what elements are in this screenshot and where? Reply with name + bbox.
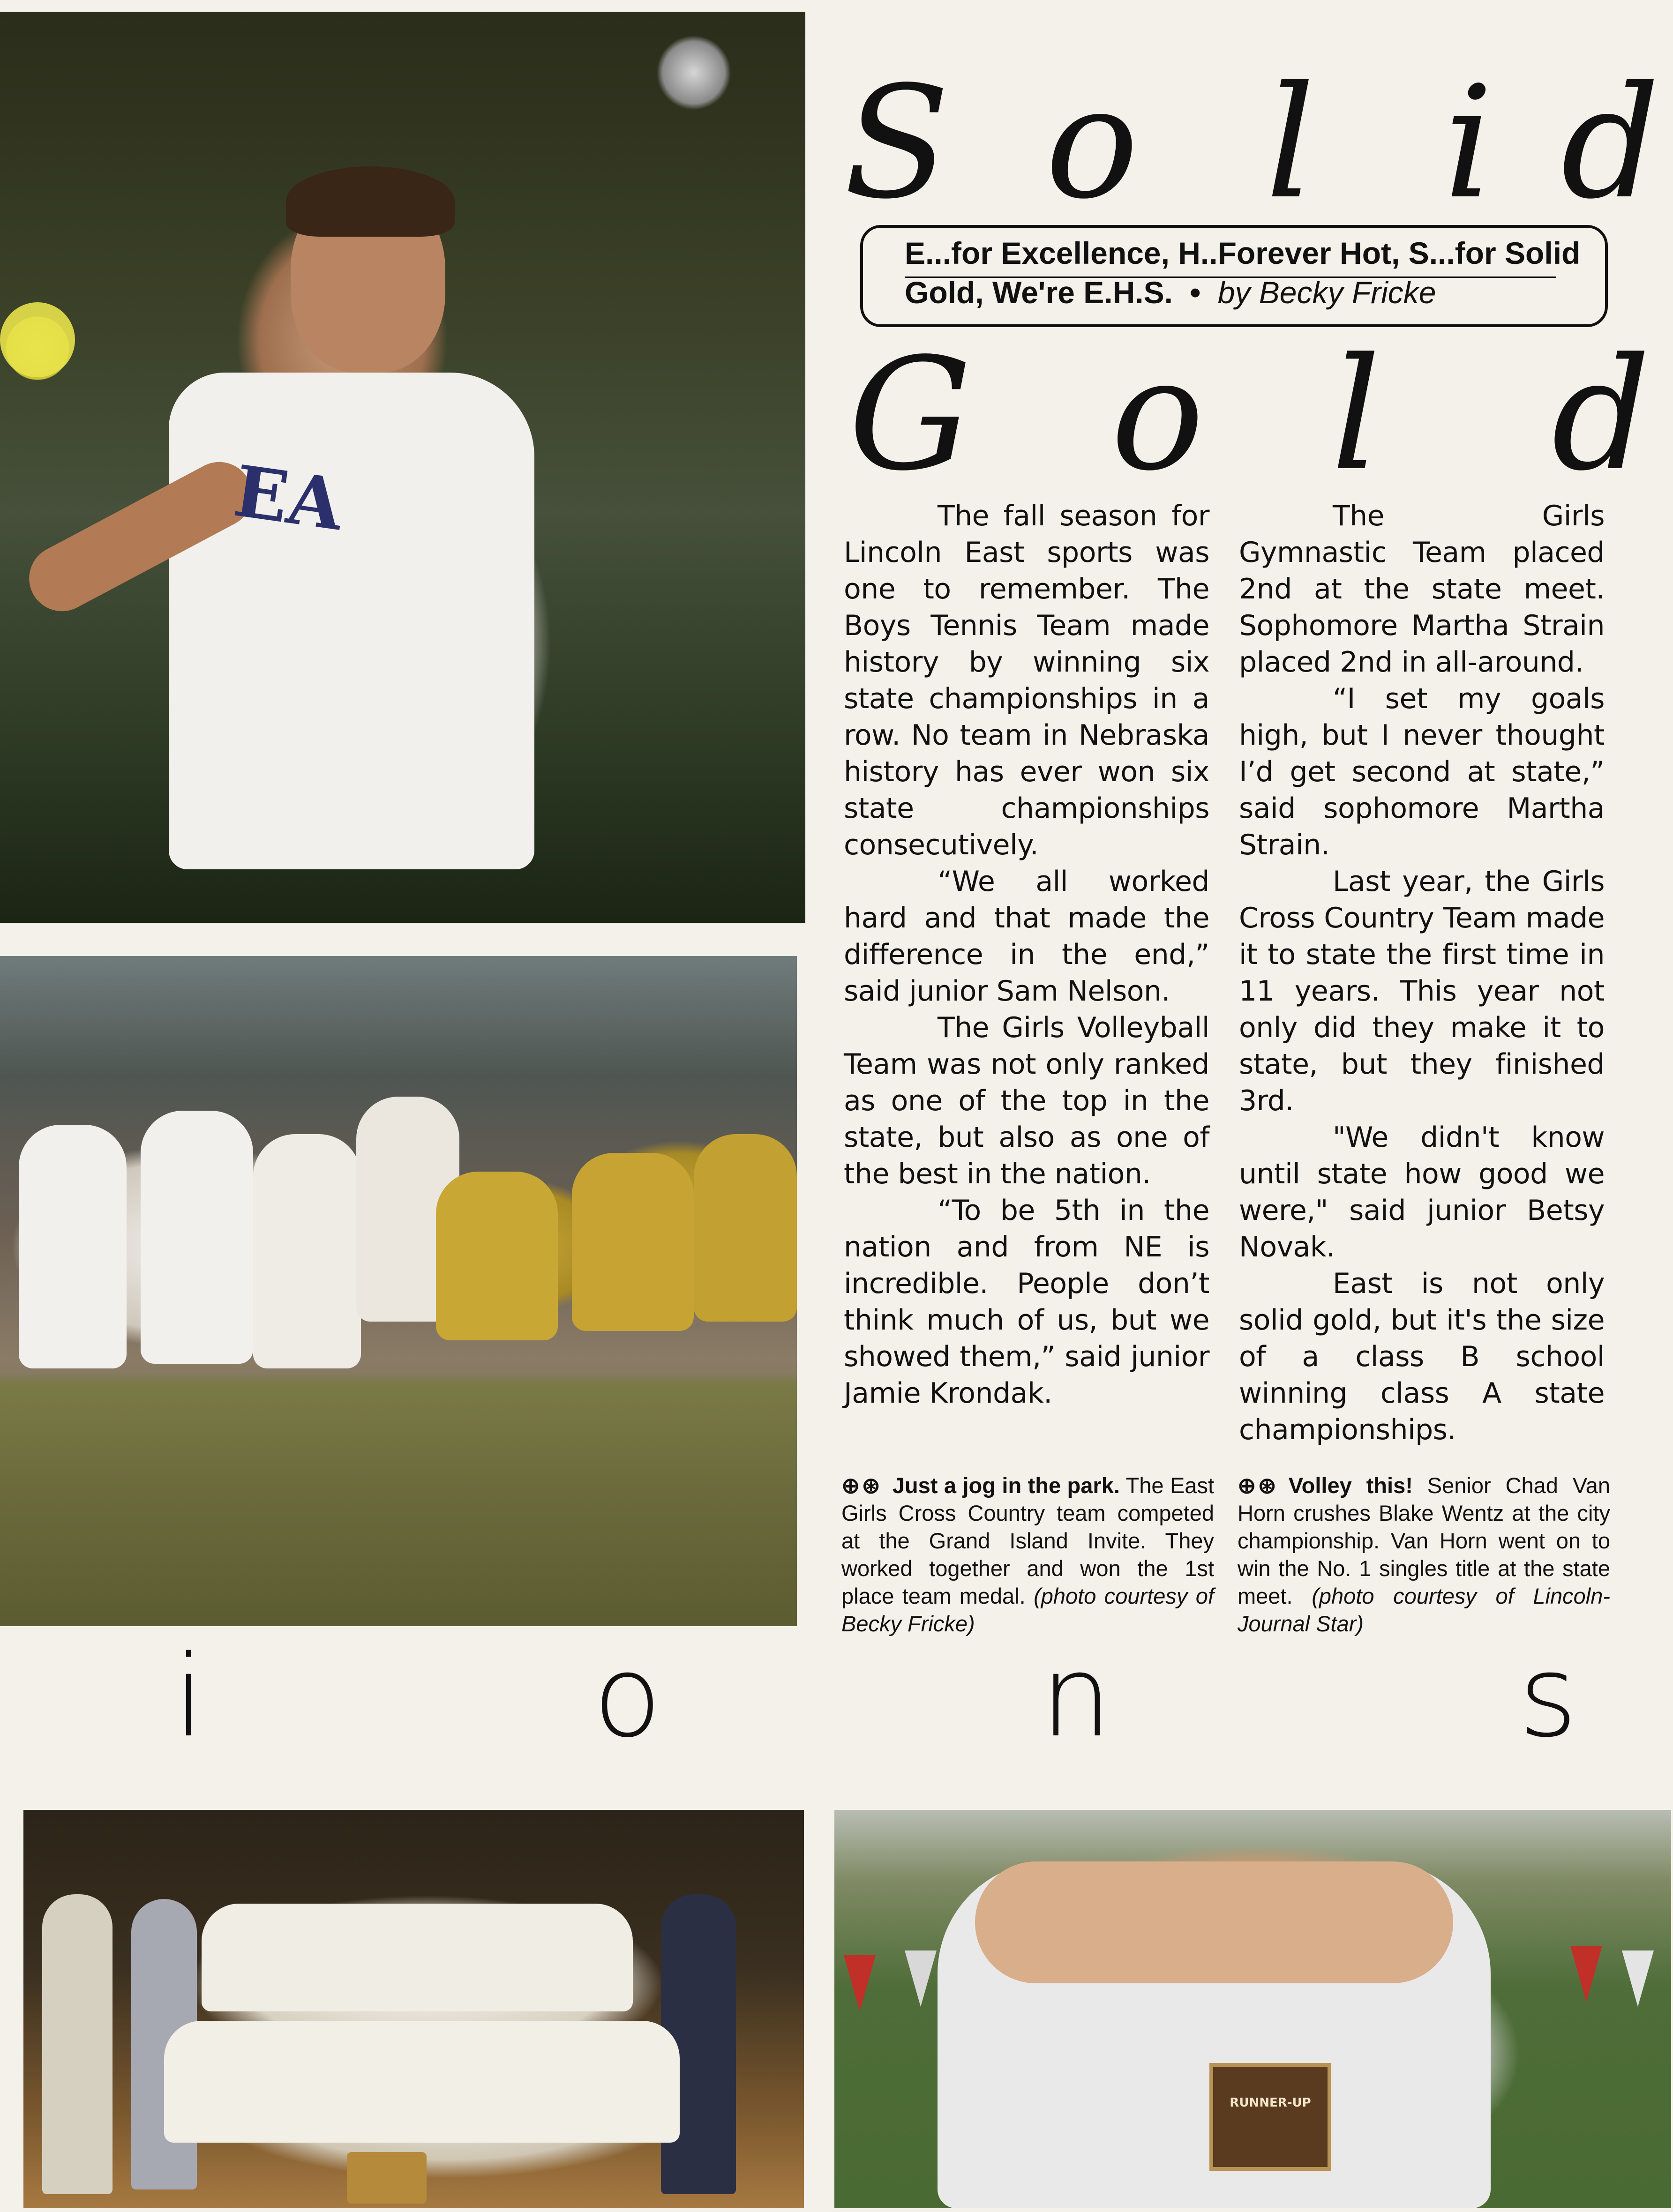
team-faces (975, 1861, 1453, 1983)
trophy (347, 2152, 427, 2204)
tennis-ball (0, 302, 75, 377)
runner (572, 1153, 694, 1331)
runner (694, 1134, 797, 1322)
volleyball-team-photo (23, 1810, 804, 2208)
runner (253, 1134, 361, 1368)
article-column-right (1239, 498, 1605, 1448)
cross-country-team-photo (834, 1810, 1671, 2208)
tennis-hair (286, 166, 455, 237)
caption-right (1238, 1472, 1610, 1637)
caption-left (841, 1472, 1214, 1637)
caption-text: The East Girls Cross Country team competed at the Grand Island Invite. They worked together and won the 1st place team medal. (841, 1473, 1215, 1608)
title-letter-n: n (1041, 1631, 1112, 1762)
subtitle-bullet: • (1190, 275, 1201, 310)
article-paragraph: The Girls Gymnastic Team placed 2nd at the state meet. Sophomore Martha Strain placed 2nd in all-around. (1239, 500, 1605, 679)
pennant-flag (905, 1950, 937, 2007)
team-front-row (164, 2021, 680, 2143)
caption-lead: Volley this! (1288, 1473, 1413, 1498)
runner (436, 1172, 558, 1340)
camera-icon: ⊕⊛ (841, 1473, 882, 1498)
title-letter-l: l (1266, 53, 1315, 233)
article-paragraph: “To be 5th in the nation and from NE is incredible. People don’t think much of us, but we showed them,” said junior Jamie Krondak. (844, 1194, 1209, 1410)
pennant-flag (844, 1955, 876, 2011)
caption-lead: Just a jog in the park. (892, 1473, 1120, 1498)
title-letter-i: i (1444, 53, 1493, 233)
caption-text: Senior Chad Van Horn crushes Blake Wentz at the city championship. Van Horn went on to win the No. 1 singles title at the state meet. (1238, 1473, 1610, 1608)
subtitle-line2 (905, 275, 1436, 310)
article-paragraph: The fall season for Lincoln East sports was one to remember. The Boys Tennis Team made history by winning six state championships in a row. No team in Nebraska history has ever won six state championships consecutively. (844, 500, 1209, 861)
title-letter-l: l (1331, 325, 1381, 505)
cross-country-race-photo (0, 956, 797, 1626)
title-letter-o: o (1045, 53, 1139, 233)
article-paragraph: "We didn't know until state how good we were," said junior Betsy Novak. (1239, 1121, 1605, 1263)
plaque-text: RUNNER-UP (1230, 2096, 1311, 2110)
title-letter-s: s (1519, 1631, 1578, 1762)
runner (19, 1125, 127, 1368)
title-letter-o: o (593, 1631, 662, 1762)
coach (42, 1894, 113, 2194)
runner (141, 1111, 253, 1364)
pennant-flag (1570, 1946, 1602, 2002)
title-letter-d: d (1552, 325, 1651, 505)
subtitle-byline: by Becky Fricke (1217, 275, 1436, 310)
title-letter-o: o (1111, 325, 1204, 505)
title-letter-g: G (848, 325, 972, 505)
article-column-left (844, 498, 1209, 1412)
title-letter-s: S (844, 53, 950, 233)
plaque (1209, 2063, 1331, 2171)
caption-credit: (photo courtesy of Becky Fricke) (841, 1584, 1214, 1636)
subtitle-line1: E...for Excellence, H..Forever Hot, S...for Solid (905, 236, 1581, 270)
article-paragraph: The Girls Volleyball Team was not only ranked as one of the top in the state, but also as one of the best in the nation. (844, 1011, 1209, 1190)
caption-credit: (photo courtesy of Lincoln-Journal Star) (1238, 1584, 1611, 1636)
tennis-photo (0, 12, 805, 923)
article-paragraph: Last year, the Girls Cross Country Team made it to state the first time in 11 years. This year not only did they make it to state, but they finished 3rd. (1239, 865, 1605, 1117)
article-paragraph: “We all worked hard and that made the difference in the end,” said junior Sam Nelson. (844, 865, 1209, 1008)
tennis-shirt (169, 373, 534, 869)
camera-icon: ⊕⊛ (1238, 1473, 1278, 1498)
title-letter-i: i (173, 1631, 205, 1762)
article-paragraph: “I set my goals high, but I never thought I’d get second at state,” said sophomore Martha Strain. (1239, 682, 1605, 861)
team-back-row (202, 1904, 633, 2011)
pennant-flag (1622, 1950, 1654, 2007)
tennis-shirt-letters: EA (229, 449, 348, 547)
article-paragraph: East is not only solid gold, but it's the size of a class B school winning class A state championships. (1239, 1267, 1605, 1446)
subtitle-tagline: Gold, We're E.H.S. (905, 275, 1173, 310)
title-letter-d: d (1561, 53, 1660, 233)
